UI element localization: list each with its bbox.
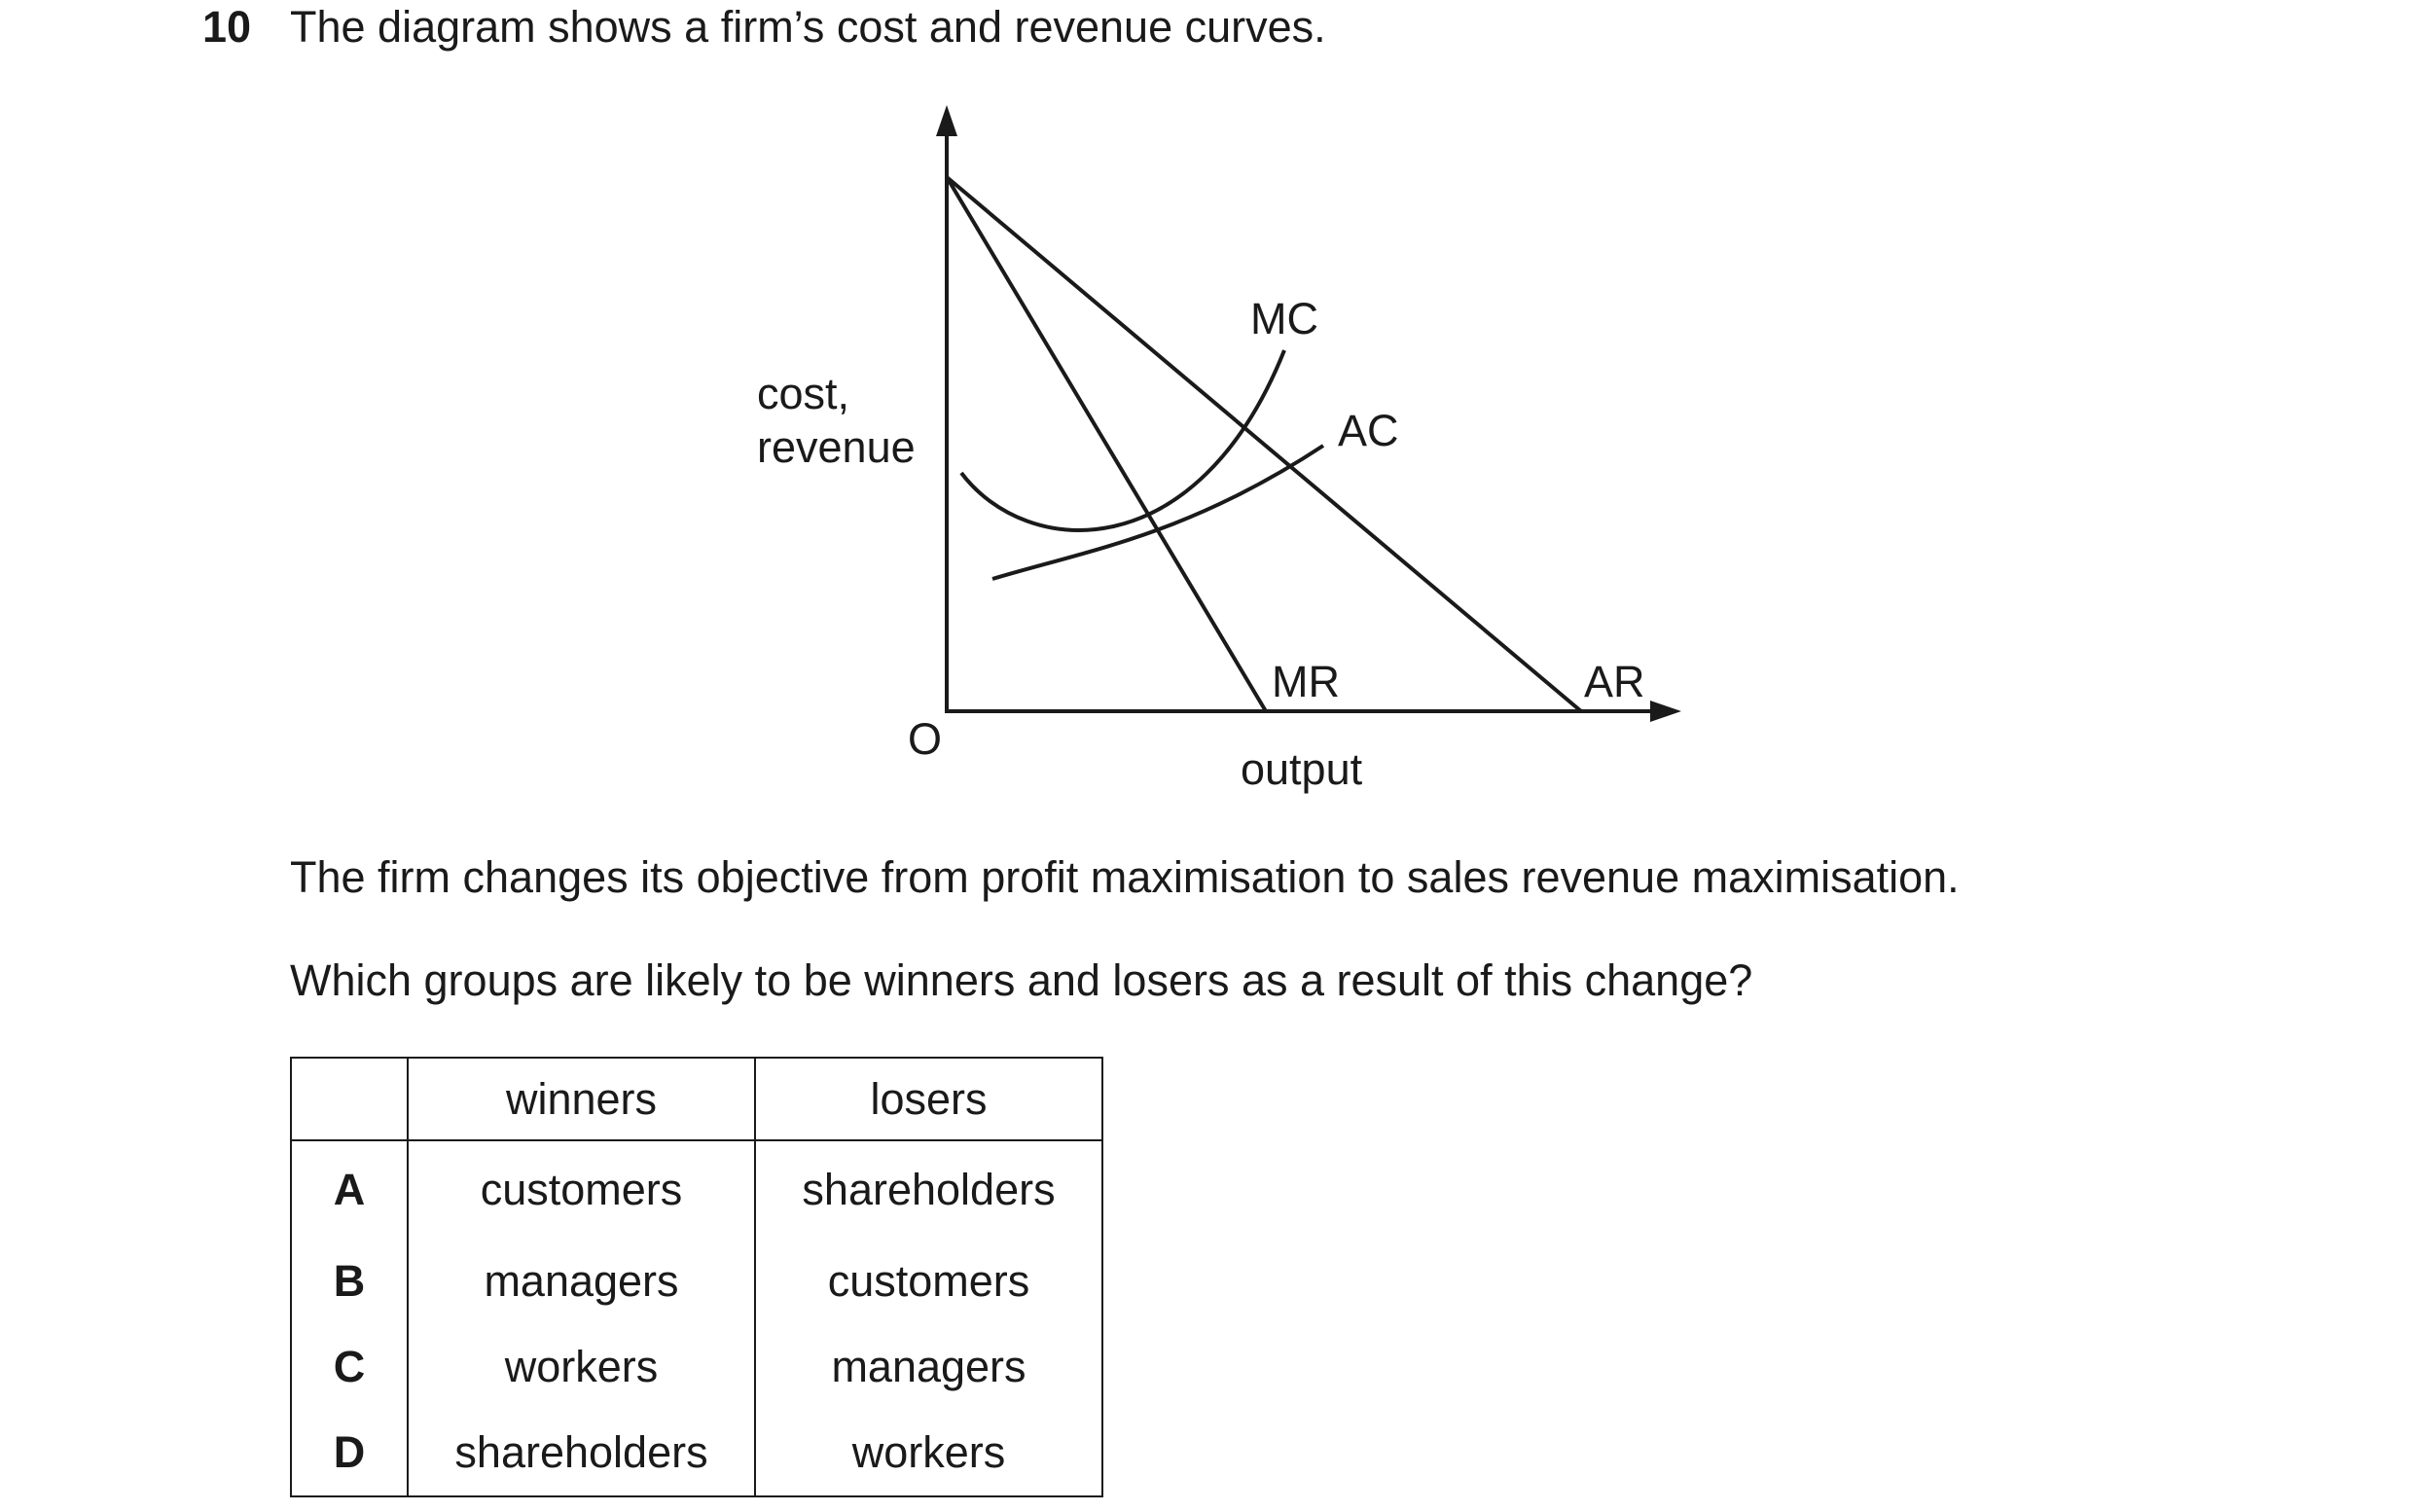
y-axis-arrow-icon bbox=[936, 105, 957, 136]
origin-label: O bbox=[908, 714, 943, 764]
option-losers: workers bbox=[755, 1410, 1102, 1496]
x-axis-label: output bbox=[1241, 744, 1363, 794]
ar-curve bbox=[947, 177, 1581, 711]
ar-label: AR bbox=[1584, 657, 1645, 706]
question-text: The diagram shows a firm’s cost and revenue curves. bbox=[290, 2, 1326, 52]
paragraph-objective-change: The firm changes its objective from profit maximisation to sales revenue maximisation. bbox=[290, 852, 1960, 902]
option-winners: customers bbox=[408, 1140, 755, 1239]
y-axis-label-line1: cost, bbox=[757, 369, 850, 418]
ac-label: AC bbox=[1338, 406, 1399, 455]
option-winners: workers bbox=[408, 1324, 755, 1410]
header-losers: losers bbox=[755, 1058, 1102, 1140]
answer-options-table bbox=[290, 1057, 1103, 1497]
header-empty-cell bbox=[291, 1058, 408, 1140]
option-row-b[interactable] bbox=[291, 1239, 1102, 1324]
option-row-a[interactable] bbox=[291, 1140, 1102, 1239]
option-winners: managers bbox=[408, 1239, 755, 1324]
option-losers: shareholders bbox=[755, 1140, 1102, 1239]
header-winners: winners bbox=[408, 1058, 755, 1140]
table-header-row bbox=[291, 1058, 1102, 1140]
option-row-d[interactable] bbox=[291, 1410, 1102, 1496]
mc-label: MC bbox=[1250, 294, 1318, 343]
option-winners: shareholders bbox=[408, 1410, 755, 1496]
x-axis-arrow-icon bbox=[1650, 701, 1681, 722]
question-number: 10 bbox=[202, 2, 252, 52]
option-letter: C bbox=[291, 1324, 408, 1410]
option-losers: managers bbox=[755, 1324, 1102, 1410]
ac-curve bbox=[992, 446, 1323, 579]
mc-curve bbox=[961, 350, 1284, 530]
option-letter: B bbox=[291, 1239, 408, 1324]
mr-curve bbox=[947, 177, 1266, 711]
option-losers: customers bbox=[755, 1239, 1102, 1324]
y-axis-label-line2: revenue bbox=[757, 422, 916, 472]
option-row-c[interactable] bbox=[291, 1324, 1102, 1410]
option-letter: A bbox=[291, 1140, 408, 1239]
mr-label: MR bbox=[1272, 657, 1340, 706]
option-letter: D bbox=[291, 1410, 408, 1496]
paragraph-question-prompt: Which groups are likely to be winners and losers as a result of this change? bbox=[290, 955, 1753, 1005]
